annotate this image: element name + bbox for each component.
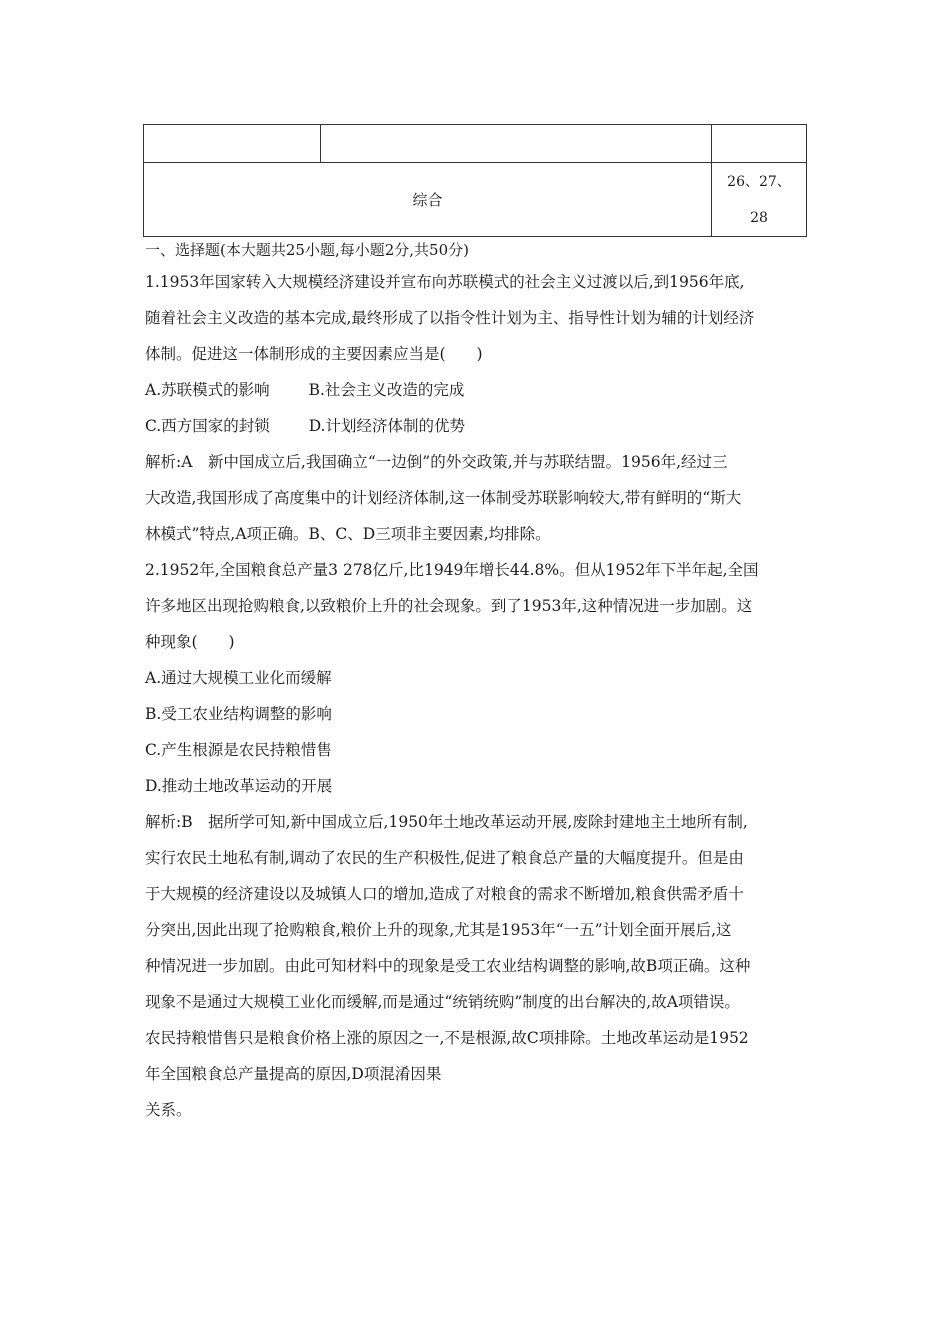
analysis-line: 于大规模的经济建设以及城镇人口的增加,造成了对粮食的需求不断增加,粮食供需矛盾十 — [145, 885, 744, 903]
section-title: 一、选择题(本大题共25小题,每小题2分,共50分) — [145, 241, 469, 259]
exam-distribution-table — [143, 124, 807, 237]
document-body — [145, 236, 810, 1128]
analysis-line: 实行农民土地私有制,调动了农民的生产积极性,促进了粮食总产量的大幅度提升。但是由 — [145, 849, 744, 867]
analysis-line: 年全国粮食总产量提高的原因,D项混淆因果 — [145, 1065, 442, 1083]
options-row — [145, 372, 810, 408]
options-row — [145, 408, 810, 444]
analysis-line: 现象不是通过大规模工业化而缓解,而是通过“统销统购”制度的出台解决的,故A项错误。 — [145, 993, 740, 1011]
analysis-line: 分突出,因此出现了抢购粮食,粮价上升的现象,尤其是1953年“一五”计划全面开展后,这 — [145, 921, 732, 939]
table-cell — [321, 125, 712, 163]
question-numbers-line-2: 28 — [750, 209, 768, 226]
question-stem-line: 随着社会主义改造的基本完成,最终形成了以指令性计划为主、指导性计划为辅的计划经济 — [145, 309, 755, 327]
table-cell-label: 综合 — [144, 163, 712, 237]
option-a: A.通过大规模工业化而缓解 — [145, 669, 332, 687]
question-stem-line: 体制。促进这一体制形成的主要因素应当是( ) — [145, 345, 483, 363]
analysis-line: 林模式”特点,A项正确。B、C、D三项非主要因素,均排除。 — [145, 525, 551, 543]
analysis-line: 解析:A 新中国成立后,我国确立“一边倒”的外交政策,并与苏联结盟。1956年,经过三 — [145, 453, 728, 471]
question-2 — [145, 552, 810, 1128]
question-stem-line: 种现象( ) — [145, 633, 235, 651]
option-b: B.受工农业结构调整的影响 — [145, 705, 332, 723]
question-numbers-line-1: 26、27、 — [727, 173, 791, 190]
question-1 — [145, 264, 810, 552]
table-cell — [144, 125, 321, 163]
option-c: C.产生根源是农民持粮惜售 — [145, 741, 332, 759]
table-row — [144, 163, 807, 237]
table-cell-questions — [712, 163, 807, 237]
option-c: C.西方国家的封锁 — [145, 417, 270, 435]
question-stem-line: 2.1952年,全国粮食总产量3 278亿斤,比1949年增长44.8%。但从1952年下半年起,全国 — [145, 561, 759, 579]
question-stem-line: 1.1953年国家转入大规模经济建设并宣布向苏联模式的社会主义过渡以后,到1956年底, — [145, 273, 745, 291]
table-cell — [712, 125, 807, 163]
option-d: D.计划经济体制的优势 — [308, 417, 465, 435]
option-d: D.推动土地改革运动的开展 — [145, 777, 333, 795]
option-a: A.苏联模式的影响 — [145, 381, 270, 399]
analysis-line: 种情况进一步加剧。由此可知材料中的现象是受工农业结构调整的影响,故B项正确。这种 — [145, 957, 751, 975]
table-row — [144, 125, 807, 163]
analysis-line: 关系。 — [145, 1101, 192, 1119]
analysis-line: 农民持粮惜售只是粮食价格上涨的原因之一,不是根源,故C项排除。土地改革运动是1952 — [145, 1029, 749, 1047]
option-b: B.社会主义改造的完成 — [308, 381, 465, 399]
analysis-line: 大改造,我国形成了高度集中的计划经济体制,这一体制受苏联影响较大,带有鲜明的“斯大 — [145, 489, 742, 507]
analysis-line: 解析:B 据所学可知,新中国成立后,1950年土地改革运动开展,废除封建地主土地所有制, — [145, 813, 748, 831]
question-stem-line: 许多地区出现抢购粮食,以致粮价上升的社会现象。到了1953年,这种情况进一步加剧。这 — [145, 597, 753, 615]
